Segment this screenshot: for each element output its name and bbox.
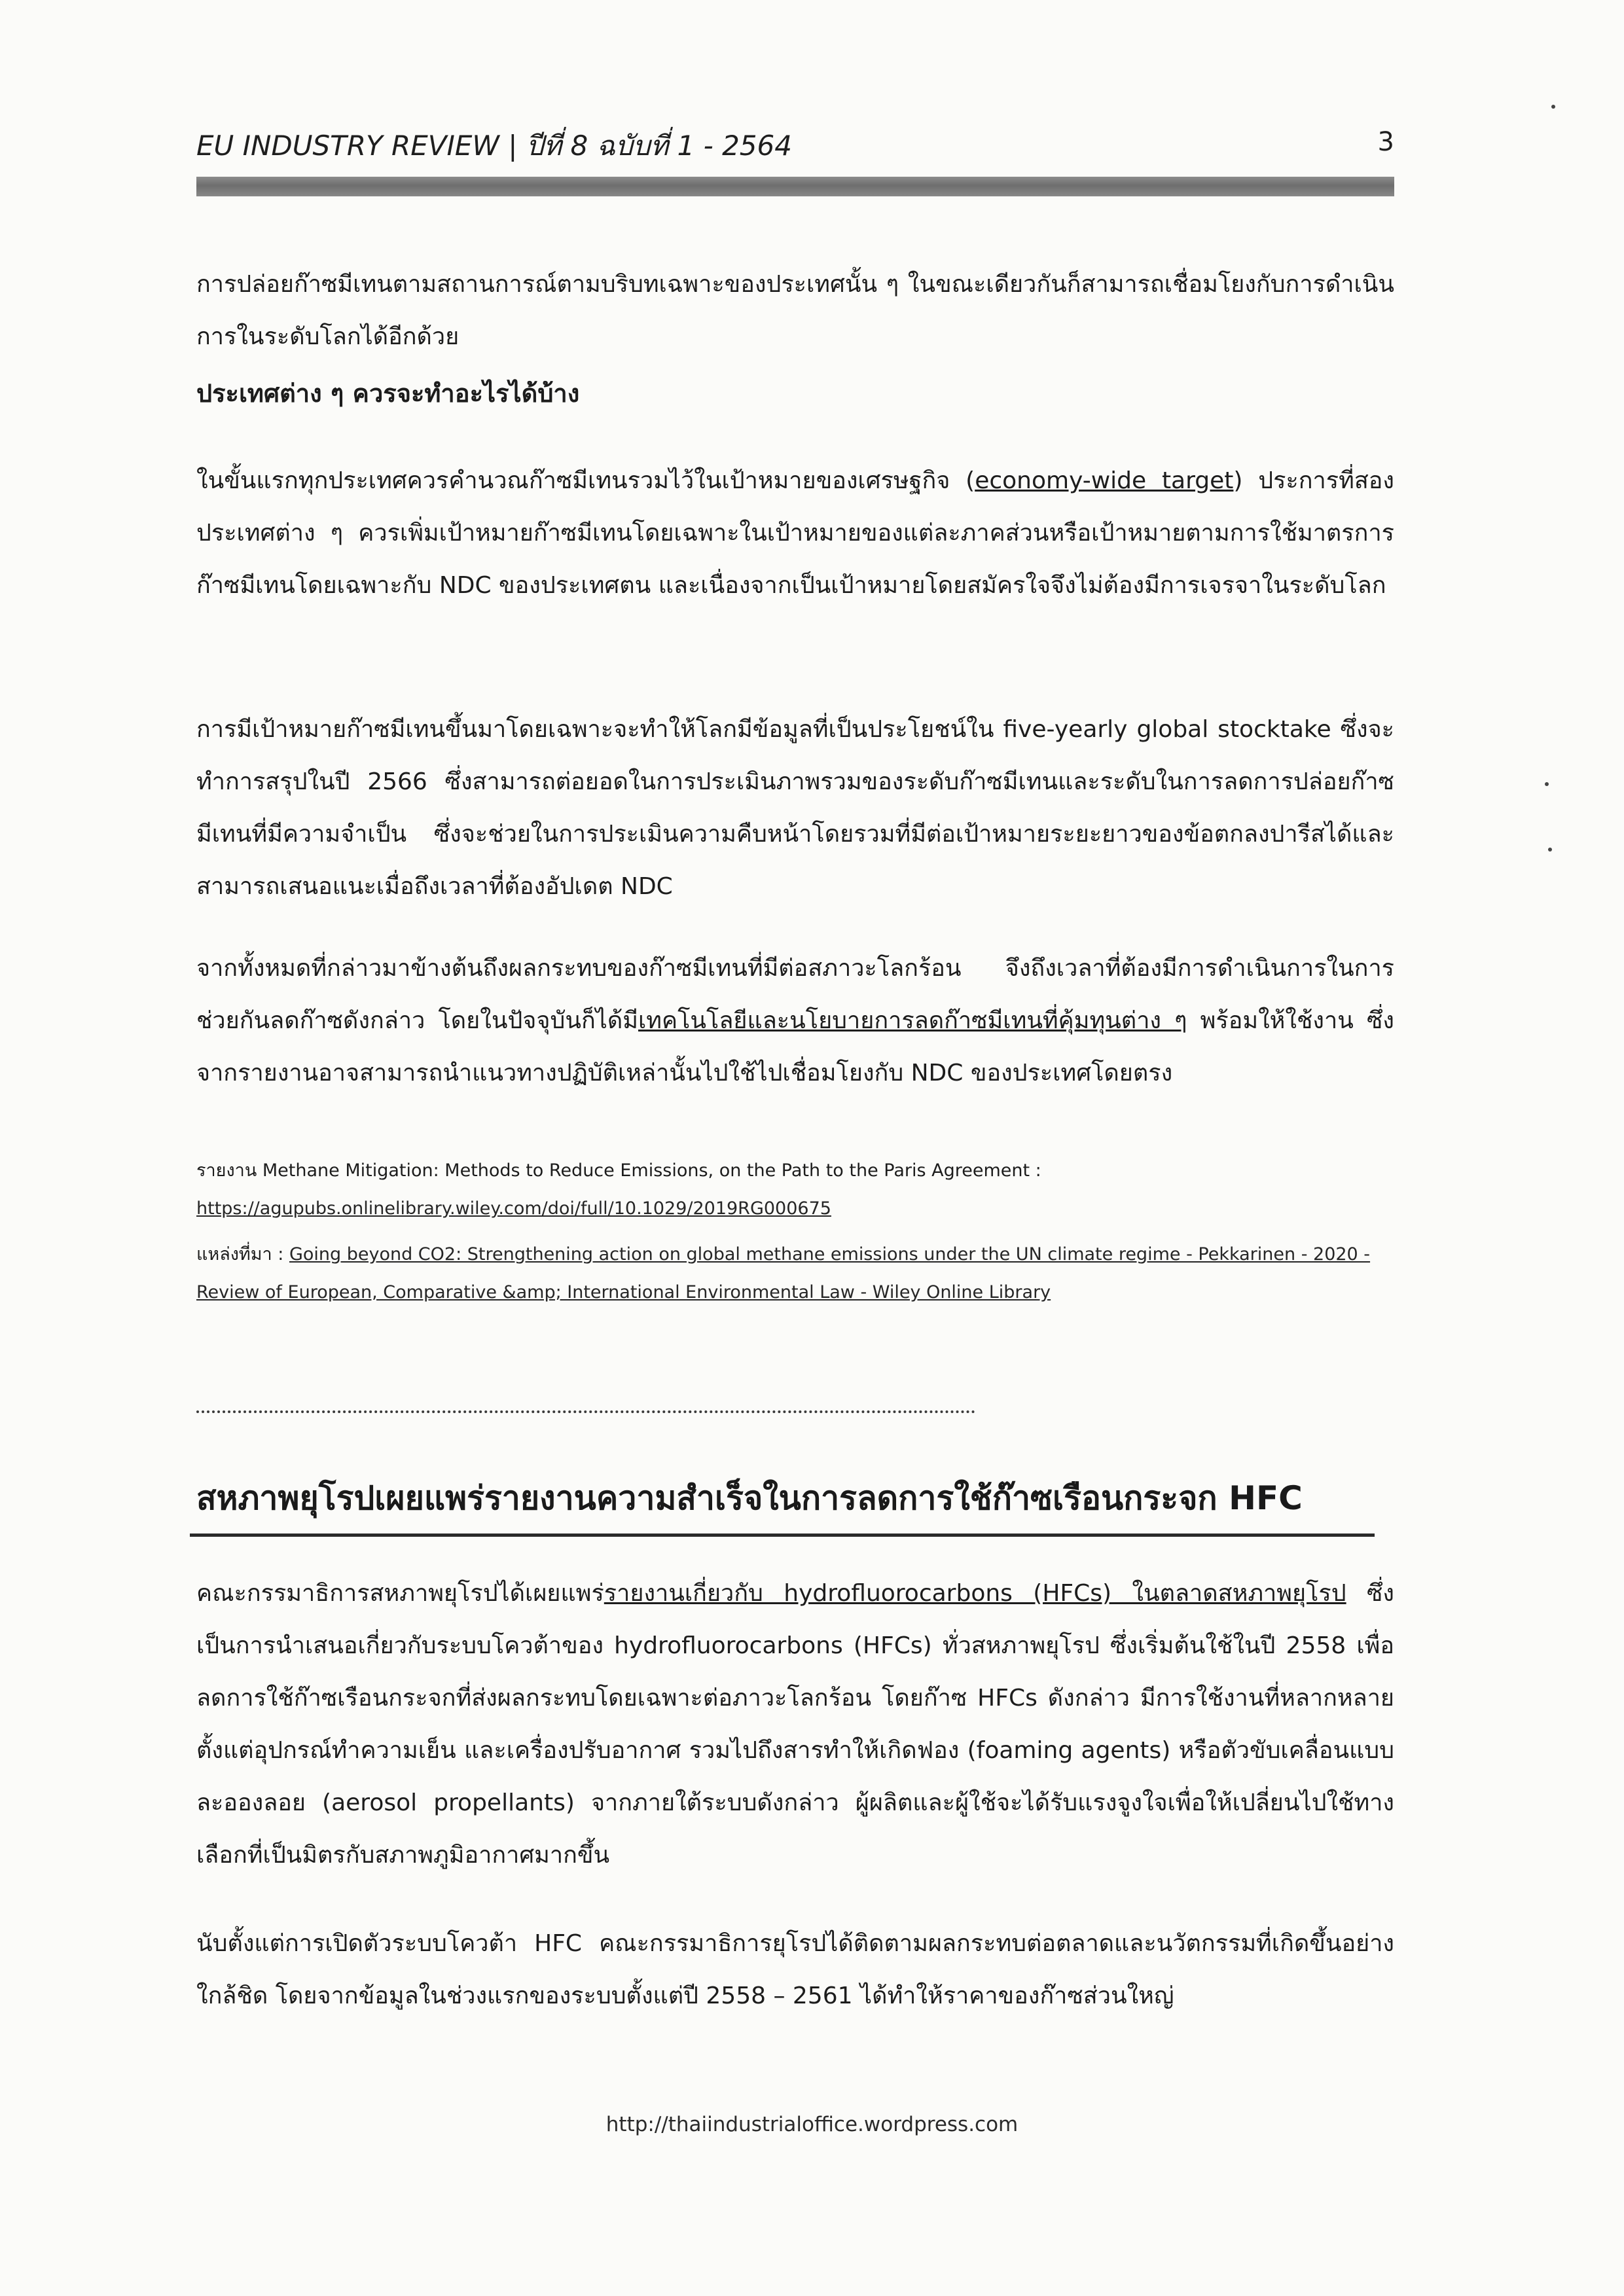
paragraph-global-stocktake	[196, 704, 1394, 913]
scan-speck	[1551, 105, 1555, 109]
page-number: 3	[1377, 127, 1394, 157]
footer-url: http://thaiindustrialoffice.wordpress.com	[605, 2113, 1019, 2136]
scan-speck	[1548, 848, 1552, 852]
paragraph-text: จากทั้งหมดที่กล่าวมาข้างต้นถึงผลกระทบของก๊าซมีเทนที่มีต่อสภาวะโลกร้อน จึงถึงเวลาที่ต้องมีการดำเนินการในการช่วยกันลดก๊าซดังกล่าว โดยในปัจจุบันก็ได้มี	[196, 955, 1394, 1034]
paragraph-hfc-quota	[196, 1918, 1394, 2022]
paragraph-text: พร้อมให้ใช้งาน ซึ่งจากรายงานอาจสามารถนำแนวทางปฏิบัติเหล่านั้นไปใช้ไปเชื่อมโยงกับ NDC ของประเทศโดยตรง	[196, 1007, 1394, 1086]
scan-speck	[1545, 782, 1549, 786]
paragraph-economy-wide-target	[196, 455, 1394, 612]
intro-block	[196, 259, 1394, 420]
source-link[interactable]: Going beyond CO2: Strengthening action on global methane emissions under the UN climate regime - Pekkarinen - 2020 - Review of European, Comparative &amp; International Environmental Law - Wiley Online Library	[196, 1244, 1371, 1302]
paragraph-text: ซึ่งเป็นการนำเสนอเกี่ยวกับระบบโควต้าของ hydrofluorocarbons (HFCs) ทั่วสหภาพยุโรป ซึ่งเริ่มต้นใช้ในปี 2558 เพื่อลดการใช้ก๊าซเรือนกระจกที่ส่งผลกระทบโดยเฉพาะต่อภาวะโลกร้อน โดยก๊าซ HFCs ดังกล่าว มีการใช้งานที่หลากหลายตั้งแต่อุปกรณ์ทำความเย็น และเครื่องปรับอากาศ รวมไปถึงสารทำให้เกิดฟอง (foaming agents) หรือตัวขับเคลื่อนแบบละอองลอย (aerosol propellants) จากภายใต้ระบบดังกล่าว ผู้ผลิตและผู้ใช้จะได้รับแรงจูงใจเพื่อให้เปลี่ยนไปใช้ทางเลือกที่เป็นมิตรกับสภาพภูมิอากาศมากขึ้น	[196, 1580, 1394, 1869]
paragraph-methane-conclusion	[196, 942, 1394, 1100]
paragraph-text: ) ประการที่สองประเทศต่าง ๆ ควรเพิ่มเป้าหมายก๊าซมีเทนโดยเฉพาะในเป้าหมายของแต่ละภาคส่วนหรือเป้าหมายตามการใช้มาตรการก๊าซมีเทนโดยเฉพาะกับ NDC ของประเทศตน และเนื่องจากเป็นเป้าหมายโดยสมัครใจจึงไม่ต้องมีการเจรจาในระดับโลก	[196, 467, 1394, 599]
intro-paragraph: การปล่อยก๊าซมีเทนตามสถานการณ์ตามบริบทเฉพาะของประเทศนั้น ๆ ในขณะเดียวกันก็สามารถเชื่อมโยงกับการดำเนินการในระดับโลกได้อีกด้วย	[196, 271, 1394, 350]
economy-wide-target-link[interactable]: economy-wide target	[975, 467, 1234, 494]
header-divider-bar	[196, 177, 1394, 196]
technology-policy-link[interactable]: เทคโนโลยีและนโยบายการลดก๊าซมีเทนที่คุ้มทุนต่าง ๆ	[638, 1007, 1187, 1034]
paragraph-text: การมีเป้าหมายก๊าซมีเทนขึ้นมาโดยเฉพาะจะทำให้โลกมีข้อมูลที่เป็นประโยชน์ใน five-yearly global stocktake ซึ่งจะทำการสรุปในปี 2566 ซึ่งสามารถต่อยอดในการประเมินภาพรวมของระดับก๊าซมีเทนและระดับในการลดการปล่อยก๊าซมีเทนที่มีความจำเป็น ซึ่งจะช่วยในการประเมินความคืบหน้าโดยรวมที่มีต่อเป้าหมายระยะยาวของข้อตกลงปารีสได้และสามารถเสนอแนะเมื่อถึงเวลาที่ต้องอัปเดต NDC	[196, 716, 1394, 900]
paragraph-text: นับตั้งแต่การเปิดตัวระบบโควต้า HFC คณะกรรมาธิการยุโรปได้ติดตามผลกระทบต่อตลาดและนวัตกรรมที่เกิดขึ้นอย่างใกล้ชิด โดยจากข้อมูลในช่วงแรกของระบบตั้งแต่ปี 2558 – 2561 ได้ทำให้ราคาของก๊าซส่วนใหญ่	[196, 1930, 1394, 2009]
hfc-report-link[interactable]: รายงานเกี่ยวกับ hydrofluorocarbons (HFCs) ในตลาดสหภาพยุโรป	[604, 1580, 1346, 1607]
paragraph-text: คณะกรรมาธิการสหภาพยุโรปได้เผยแพร่	[196, 1580, 604, 1607]
reference-report-url[interactable]: https://agupubs.onlinelibrary.wiley.com/doi/full/10.1029/2019RG000675	[196, 1198, 831, 1219]
section-title-underline	[190, 1534, 1375, 1537]
reference-report-label: รายงาน Methane Mitigation: Methods to Reduce Emissions, on the Path to the Paris Agreement :	[196, 1160, 1041, 1181]
references-block	[196, 1152, 1394, 1312]
section-dotted-divider	[196, 1410, 975, 1413]
paragraph-text: ในขั้นแรกทุกประเทศควรคำนวณก๊าซมีเทนรวมไว้ในเป้าหมายของเศรษฐกิจ (	[196, 467, 975, 494]
journal-title: EU INDUSTRY REVIEW | ปีที่ 8 ฉบับที่ 1 - 2564	[196, 130, 792, 162]
subheading-what-countries-should-do: ประเทศต่าง ๆ ควรจะทำอะไรได้บ้าง	[196, 379, 580, 408]
page-header	[196, 124, 1394, 170]
section-title-hfc: สหภาพยุโรปเผยแพร่รายงานความสำเร็จในการลดการใช้ก๊าซเรือนกระจก HFC	[196, 1479, 1303, 1517]
paragraph-hfc-report	[196, 1568, 1394, 1882]
source-label: แหล่งที่มา :	[196, 1244, 289, 1265]
